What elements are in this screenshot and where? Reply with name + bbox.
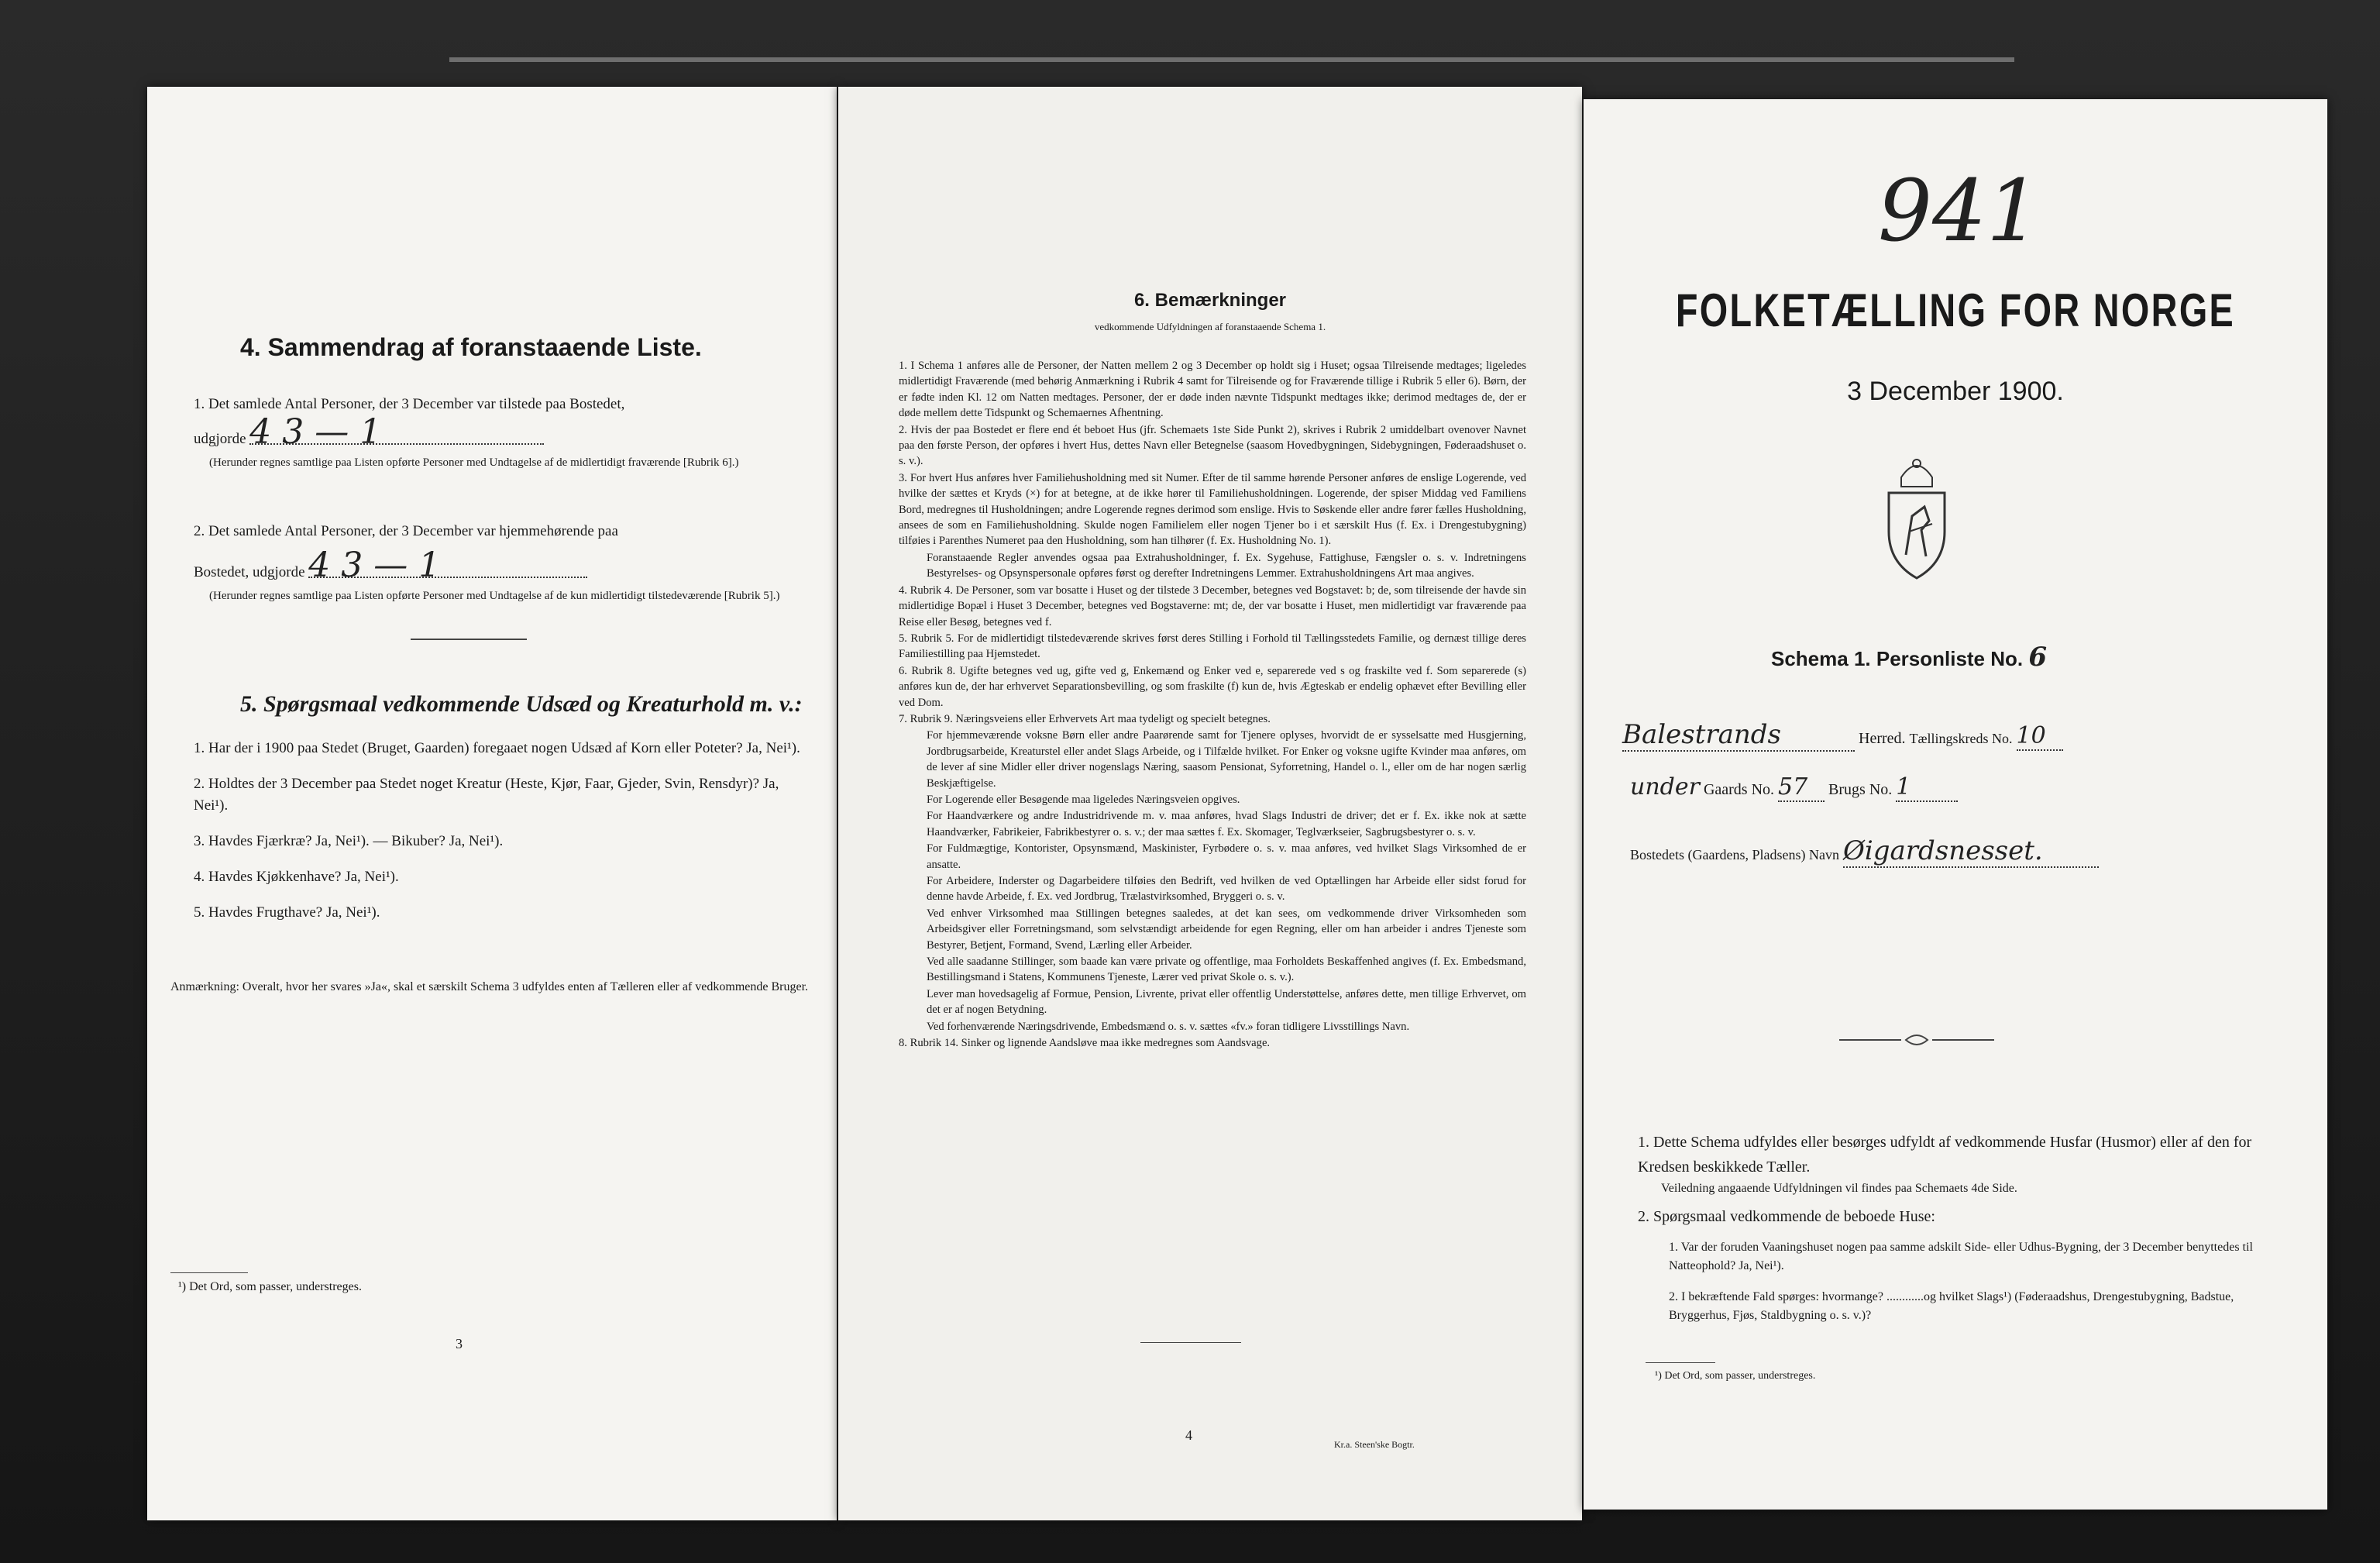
remarks-body bbox=[899, 358, 1526, 1052]
bosted-handwriting: Øigardsnesset. bbox=[1843, 835, 2099, 868]
schema-number-handwriting: 6 bbox=[2028, 642, 2048, 673]
summary-item-1-label: udgjorde bbox=[194, 431, 246, 447]
footnote: ¹) Det Ord, som passer, understreges. bbox=[1655, 1370, 1816, 1382]
instructions-list bbox=[1638, 1130, 2273, 1325]
livestock-questions bbox=[194, 738, 806, 938]
census-date: 3 December 1900. bbox=[1847, 377, 2064, 406]
instruction-2-2: 2. I bekræftende Fald spørges: hvormange? ............og hvilket Slags¹) (Føderaadshus, Drengestubygning, Badstue, Bryggerhus, Fjøs, Staldbygning o. s. v.)? bbox=[1669, 1290, 2234, 1322]
summary-item-1-text: 1. Det samlede Antal Personer, der 3 December var tilstede paa Bostedet, bbox=[194, 396, 625, 412]
remark-paragraph: Ved enhver Virksomhed maa Stillingen betegnes saaledes, at det kan sees, om vedkommende driver Virksomheden som Arbeidsgiver eller Forretningsmand, som selvstændigt arbeidende for egen Regning, eller om han arbeider i andres Tjeneste som Bestyrer, Betjent, Formand, Svend, Lærling eller Arbeider. bbox=[927, 907, 1526, 952]
page-number: 4 bbox=[1185, 1427, 1192, 1443]
instruction-2-1: 1. Var der foruden Vaaningshuset nogen paa samme adskilt Side- eller Udhus-Bygning, der 3 December benyttedes til Natteophold? Ja, Nei¹). bbox=[1669, 1241, 2253, 1272]
remark-paragraph: For Logerende eller Besøgende maa ligeledes Næringsveien opgives. bbox=[927, 793, 1240, 806]
question-2: 2. Holdtes der 3 December paa Stedet noget Kreatur (Heste, Kjør, Faar, Gjeder, Svin, Rensdyr)? Ja, Nei¹). bbox=[194, 776, 779, 814]
question-5: 5. Havdes Frugthave? Ja, Nei¹). bbox=[194, 904, 380, 921]
schema-line bbox=[1771, 642, 2047, 673]
remark-paragraph: Lever man hovedsagelig af Formue, Pension, Livrente, privat eller offentlig Understøttelse, anføres dette, men tillige Erhvervet, om det er af nogen Betydning. bbox=[927, 987, 1526, 1017]
remark-paragraph: 6. Rubrik 8. Ugifte betegnes ved ug, gifte ved g, Enkemænd og Enker ved e, separerede ved s og fraskilte ved f. Som separerede (s) anføres kun de, der har erhvervet Separationsbevilling, og som fraskilte (f) kun de, hvis Ægteskab er endelig ophævet efter Bevilling eller ved Dom. bbox=[899, 664, 1526, 709]
summary-item-1 bbox=[194, 394, 806, 470]
remark-note: Anmærkning: Overalt, hvor her svares »Ja«, skal et særskilt Schema 3 udfyldes enten af Tælleren eller af vedkommende Bruger. bbox=[170, 980, 809, 993]
remark-paragraph: For hjemmeværende voksne Børn eller andre Paarørende samt for Tjenere oplyses, hvorvidt de er sysselsatte med Husgjerning, Jordbrugsarbeide, Kreaturstel eller andet Slags Arbeide, og i Tilfælde hvilket. For Enker og voksne ugifte Kvinder maa anføres, om de lever af sine Midler eller driver nogenslags Næring, saasom Pensionat, Syforretning, Handel o. l., eller om de har nogen særlig Beskjæftigelse. bbox=[927, 729, 1526, 790]
printer-imprint: Kr.a. Steen'ske Bogtr. bbox=[1334, 1439, 1415, 1450]
footnote-rule bbox=[1646, 1362, 1715, 1363]
kreds-label: Tællingskreds No. bbox=[1909, 731, 2013, 746]
scan-edge-bar bbox=[449, 57, 2014, 62]
summary-item-2-label: Bostedet, udgjorde bbox=[194, 564, 305, 580]
remark-paragraph: 1. I Schema 1 anføres alle de Personer, der Natten mellem 2 og 3 December op holdt sig i Huset; ogsaa Tilreisende medtages; ligeledes midlertidigt Fraværende (med behørig Anmærkning i Rubrik 4 samt for Tilreisende og for Fraværende tillige i Rubrik 5 eller 6). Børn, der er fødte inden Kl. 12 om Natten medtages. Personer, der er døde inden nævnte Tidspunkt medtages ikke; derimod medtages de, der er døde mellem dette Tidspunkt og Schemaernes Afhentning. bbox=[899, 360, 1526, 420]
gaard-label: Gaards No. bbox=[1703, 781, 1775, 798]
census-title: FOLKETÆLLING FOR NORGE bbox=[1675, 284, 2236, 336]
herred-line bbox=[1622, 719, 2063, 752]
summary-item-2-text: 2. Det samlede Antal Personer, der 3 December var hjemmehørende paa bbox=[194, 523, 618, 539]
livestock-heading: 5. Spørgsmaal vedkommende Udsæd og Kreaturhold m. v.: bbox=[240, 691, 803, 717]
end-rule bbox=[1140, 1342, 1241, 1343]
remark-paragraph: 7. Rubrik 9. Næringsveiens eller Erhvervets Art maa tydeligt og specielt betegnes. bbox=[899, 712, 1271, 725]
remark-paragraph: 8. Rubrik 14. Sinker og lignende Aandsløve maa ikke medregnes som Aandsvage. bbox=[899, 1037, 1271, 1050]
bosted-label: Bostedets (Gaardens, Pladsens) Navn bbox=[1630, 847, 1839, 862]
summary-item-1-note: (Herunder regnes samtlige paa Listen opførte Personer med Undtagelse af de midlertidigt fraværende [Rubrik 6].) bbox=[209, 456, 739, 469]
page-number: 3 bbox=[456, 1336, 463, 1351]
question-1: 1. Har der i 1900 paa Stedet (Bruget, Gaarden) foregaaet nogen Udsæd af Korn eller Poteter? Ja, Nei¹). bbox=[194, 740, 800, 756]
page-4 bbox=[838, 87, 1582, 1520]
brugs-handwriting: 1 bbox=[1896, 773, 1958, 802]
remarks-subtitle: vedkommende Udfyldningen af foranstaaende Schema 1. bbox=[1094, 321, 1326, 332]
schema-label: Schema 1. Personliste No. bbox=[1771, 647, 2024, 670]
gaard-no-handwriting: 57 bbox=[1778, 773, 1825, 802]
bosted-line bbox=[1630, 835, 2099, 868]
remark-paragraph: 3. For hvert Hus anføres hver Familiehusholdning med sit Numer. Efter de til samme hørende Personer anføres de enslige Logerende, ved hvilke der sættes et Kryds (×) for at betegne, at de ikke hører til Familiehusholdningen. Logerende, der spiser Middag ved Familiens Bord, medregnes til Husholdningen; andre Logerende regnes derimod som enslige. Hvis to Søskende eller andre fører fælles Husholdning, ansees de som en Familiehusholdning. Skulde nogen Familielem eller nogen Tjener bo i et særskilt Hus (f. Ex. i Drengestubygning) tilføies i Parenthes Numeret paa den Husholdning, som han tilhører (f. Ex. Husholdning No. 1). bbox=[899, 471, 1526, 548]
page-3 bbox=[147, 87, 837, 1520]
remark-paragraph: 2. Hvis der paa Bostedet er flere end ét beboet Hus (jfr. Schemaets 1ste Side Punkt 2), skrives i Rubrik 2 umiddelbart ovenover Navnet paa den første Person, der opføres i hvert Hus, dettes Navn eller Betegnelse (saasom Hovedbygningen, Sidebygningen, Føderaadshuset o. s. v.). bbox=[899, 423, 1526, 468]
remark-paragraph: For Arbeidere, Inderster og Dagarbeidere tilføies den Bedrift, ved hvilken de ved Optællingen har Arbeide eller sidst forud for denne havde Arbeide, f. Ex. ved Jordbrug, Trælastvirksomhed, Bryggeri o. s. v. bbox=[927, 875, 1526, 904]
brugs-label: Brugs No. bbox=[1828, 781, 1893, 798]
remark-paragraph: Ved alle saadanne Stillinger, som baade kan være private og offentlige, maa Forholdets Beskaffenhed angives (f. Ex. Embedsmand, Bestillingsmand i Statens, Kommunens Tjeneste, Lærer ved privat Skole o. s. v.). bbox=[927, 955, 1526, 984]
gaard-line bbox=[1630, 773, 1958, 802]
footnote-rule bbox=[170, 1272, 248, 1273]
instruction-1-note: Veiledning angaaende Udfyldningen vil findes paa Schemaets 4de Side. bbox=[1661, 1182, 2017, 1195]
instruction-2: 2. Spørgsmaal vedkommende de beboede Huse: bbox=[1638, 1208, 1935, 1225]
remark-paragraph: For Haandværkere og andre Industridrivende m. v. maa anføres, hvad Slags Industri de driver; det er f. Ex. ikke nok at sætte Haandværker, Fabrikeier, Fabrikbestyrer o. s. v.; der maa sættes f. Ex. Skomager, Teglværkseier, Sagbrugsbestyrer o. s. v. bbox=[927, 810, 1526, 838]
remark-paragraph: Ved forhenværende Næringsdrivende, Embedsmænd o. s. v. sættes «fv.» foran tidligere Livsstillings Navn. bbox=[927, 1020, 1410, 1033]
gaard-prefix-handwriting: under bbox=[1630, 773, 1700, 800]
summary-heading: 4. Sammendrag af foranstaaende Liste. bbox=[240, 333, 702, 361]
coat-of-arms-icon bbox=[1878, 446, 1955, 586]
summary-item-1-handwriting: 4 3 — 1 bbox=[249, 422, 544, 445]
kreds-handwriting: 10 bbox=[2017, 722, 2063, 751]
summary-item-2-handwriting: 4 3 — 1 bbox=[308, 555, 587, 578]
summary-item-2-note: (Herunder regnes samtlige paa Listen opførte Personer med Undtagelse af de kun midlertidigt tilstedeværende [Rubrik 5].) bbox=[209, 590, 780, 602]
handwritten-archive-number: 941 bbox=[1878, 161, 2041, 260]
herred-handwriting: Balestrands bbox=[1622, 719, 1855, 752]
ornament-divider-icon bbox=[1839, 1031, 1994, 1049]
divider-rule bbox=[411, 639, 527, 640]
remark-paragraph: For Fuldmægtige, Kontorister, Opsynsmænd, Maskinister, Fyrbødere o. s. v. maa anføres, ved hvilket Slags Virksomhed de er ansatte. bbox=[927, 842, 1526, 871]
remark-paragraph: 5. Rubrik 5. For de midlertidigt tilstedeværende skrives først deres Stilling i Forhold til Tællingsstedets Familie, og dernæst tillige deres Familiestilling paa Hjemstedet. bbox=[899, 632, 1526, 661]
remark-paragraph: 4. Rubrik 4. De Personer, som var bosatte i Huset og der tilstede 3 December, betegnes ved Bogstavet: b; de, som tilreisende der havde sin midlertidige Bopæl i Huset 3 December, betegnes ved Bogstaverne: mt; de, der var bosatte i Huset, men midlertidigt var fraværende paa Reise eller Besøg, betegnes ved f. bbox=[899, 584, 1526, 628]
question-4: 4. Havdes Kjøkkenhave? Ja, Nei¹). bbox=[194, 869, 399, 885]
footnote: ¹) Det Ord, som passer, understreges. bbox=[178, 1280, 362, 1293]
remark-paragraph: Foranstaaende Regler anvendes ogsaa paa Extrahusholdninger, f. Ex. Sygehuse, Fattighuse, Fængsler o. s. v. Indretningens Bestyrelses- og Opsynspersonale opføres først og derefter Indretningens Lemmer. Extrahusholdningens Art maa angives. bbox=[927, 551, 1526, 580]
instruction-1: 1. Dette Schema udfyldes eller besørges udfyldt af vedkommende Husfar (Husmor) eller af den for Kredsen beskikkede Tæller. bbox=[1638, 1134, 2252, 1176]
question-3: 3. Havdes Fjærkræ? Ja, Nei¹). — Bikuber? Ja, Nei¹). bbox=[194, 833, 504, 849]
remarks-title: 6. Bemærkninger bbox=[1133, 290, 1287, 311]
page-1 bbox=[1584, 99, 2327, 1510]
summary-item-2 bbox=[194, 521, 806, 604]
herred-label: Herred. bbox=[1859, 730, 1906, 747]
